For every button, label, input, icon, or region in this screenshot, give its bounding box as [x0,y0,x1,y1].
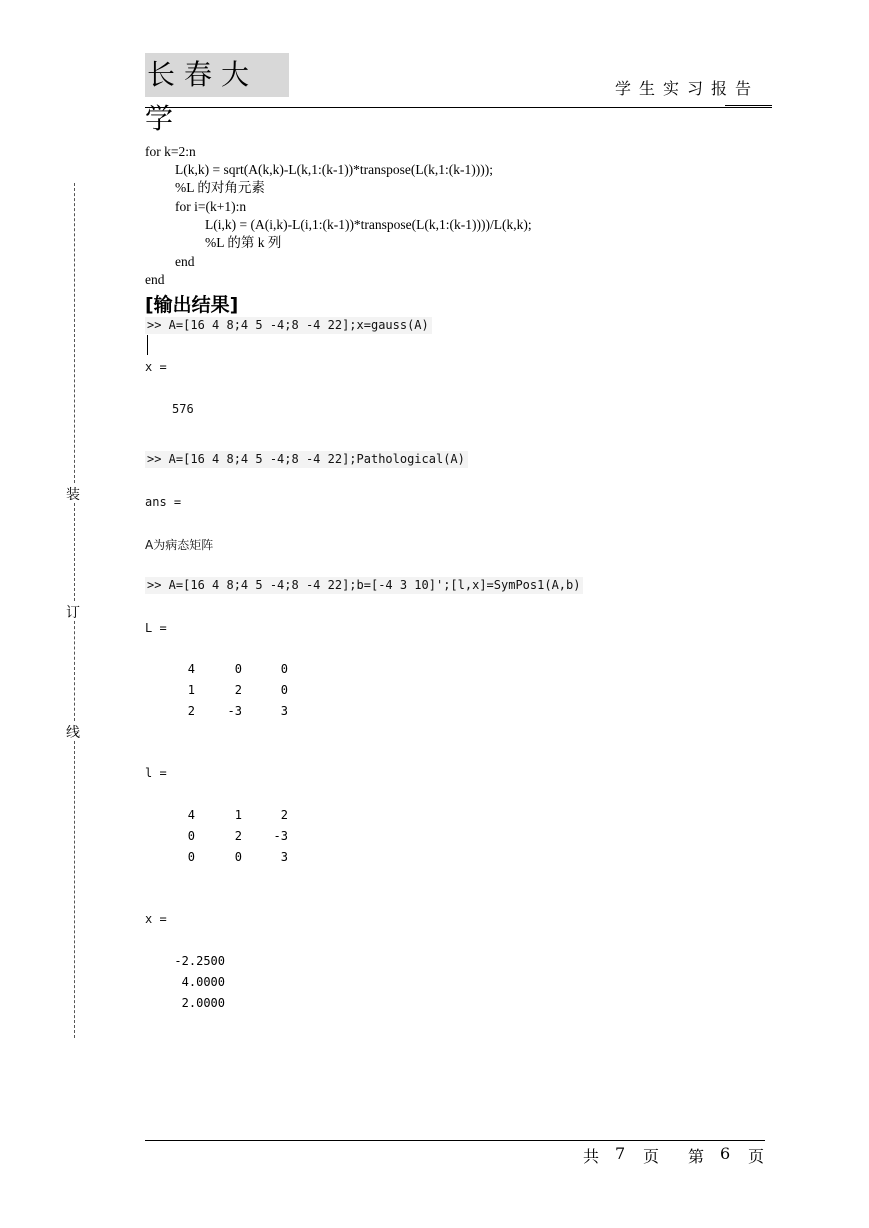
binding-mark-ding: 订 [66,605,80,621]
code-line: %L 的第 k 列 [205,235,282,250]
matrix-cell: 0 [187,829,195,843]
code-line: for i=(k+1):n [175,199,247,214]
output-label: x = [145,912,167,926]
binding-line-bottom [74,741,75,1038]
matrix-cell: 2 [187,704,195,718]
code-line: end [175,254,195,269]
section-title: [输出结果] [145,294,239,316]
console-command [145,578,583,592]
university-name: 长春大学 [145,53,289,97]
header-rule-accent [725,105,772,106]
matrix-cell: -3 [227,704,242,718]
binding-mark-xian: 线 [66,725,80,741]
matrix-cell: 1 [234,808,242,822]
output-label: ans = [145,495,182,509]
console-command [145,452,468,466]
vector-cell: 4.0000 [181,975,225,989]
matrix-cell: 4 [187,662,195,676]
matrix-cell: 0 [234,662,242,676]
vector-cell: 2.0000 [181,996,225,1010]
output-label: x = [145,360,167,374]
matrix-cell: 0 [187,850,195,864]
matrix-cell: -3 [273,829,288,843]
code-line: end [145,272,165,287]
code-line: for k=2:n [145,144,196,159]
matrix-cell: 4 [187,808,195,822]
report-type: 学生实习报告 [615,79,760,98]
vector-cell: -2.2500 [174,954,225,968]
console-command [145,318,432,332]
footer-current-label: 第 [688,1147,705,1166]
matrix-cell: 0 [234,850,242,864]
footer-total-pages: 7 [615,1144,626,1163]
footer-page-unit: 页 [643,1147,660,1166]
matrix-cell: 0 [280,662,288,676]
footer-current-page: 6 [720,1144,731,1163]
output-value: A为病态矩阵 [145,538,214,552]
footer-total-label: 共 [583,1147,600,1166]
binding-mark-zhuang: 装 [66,487,80,503]
console-command-text: >> A=[16 4 8;4 5 -4;8 -4 22];x=gauss(A) [145,317,432,334]
matrix-cell: 0 [280,683,288,697]
binding-line-top [74,183,75,483]
binding-line-mid2 [74,621,75,721]
footer-page-unit: 页 [748,1147,765,1166]
matrix-cell: 2 [280,808,288,822]
code-line: %L 的对角元素 [175,180,265,195]
matrix-cell: 3 [280,704,288,718]
code-line: L(i,k) = (A(i,k)-L(i,1:(k-1))*transpose(L(k,1:(k-1))))/L(k,k); [205,217,532,232]
console-command-text: >> A=[16 4 8;4 5 -4;8 -4 22];Pathological(A) [145,451,468,468]
footer-rule [145,1140,765,1141]
console-command-text: >> A=[16 4 8;4 5 -4;8 -4 22];b=[-4 3 10]';[l,x]=SymPos1(A,b) [145,577,583,594]
text-cursor [147,335,148,355]
output-value: 576 [172,402,194,416]
matrix-cell: 3 [280,850,288,864]
header-rule [145,107,772,108]
matrix-cell: 1 [187,683,195,697]
matrix-cell: 2 [234,829,242,843]
output-label: l = [145,766,167,780]
binding-line-mid1 [74,503,75,601]
matrix-cell: 2 [234,683,242,697]
code-line: L(k,k) = sqrt(A(k,k)-L(k,1:(k-1))*transpose(L(k,1:(k-1)))); [175,162,494,177]
output-label: L = [145,621,167,635]
